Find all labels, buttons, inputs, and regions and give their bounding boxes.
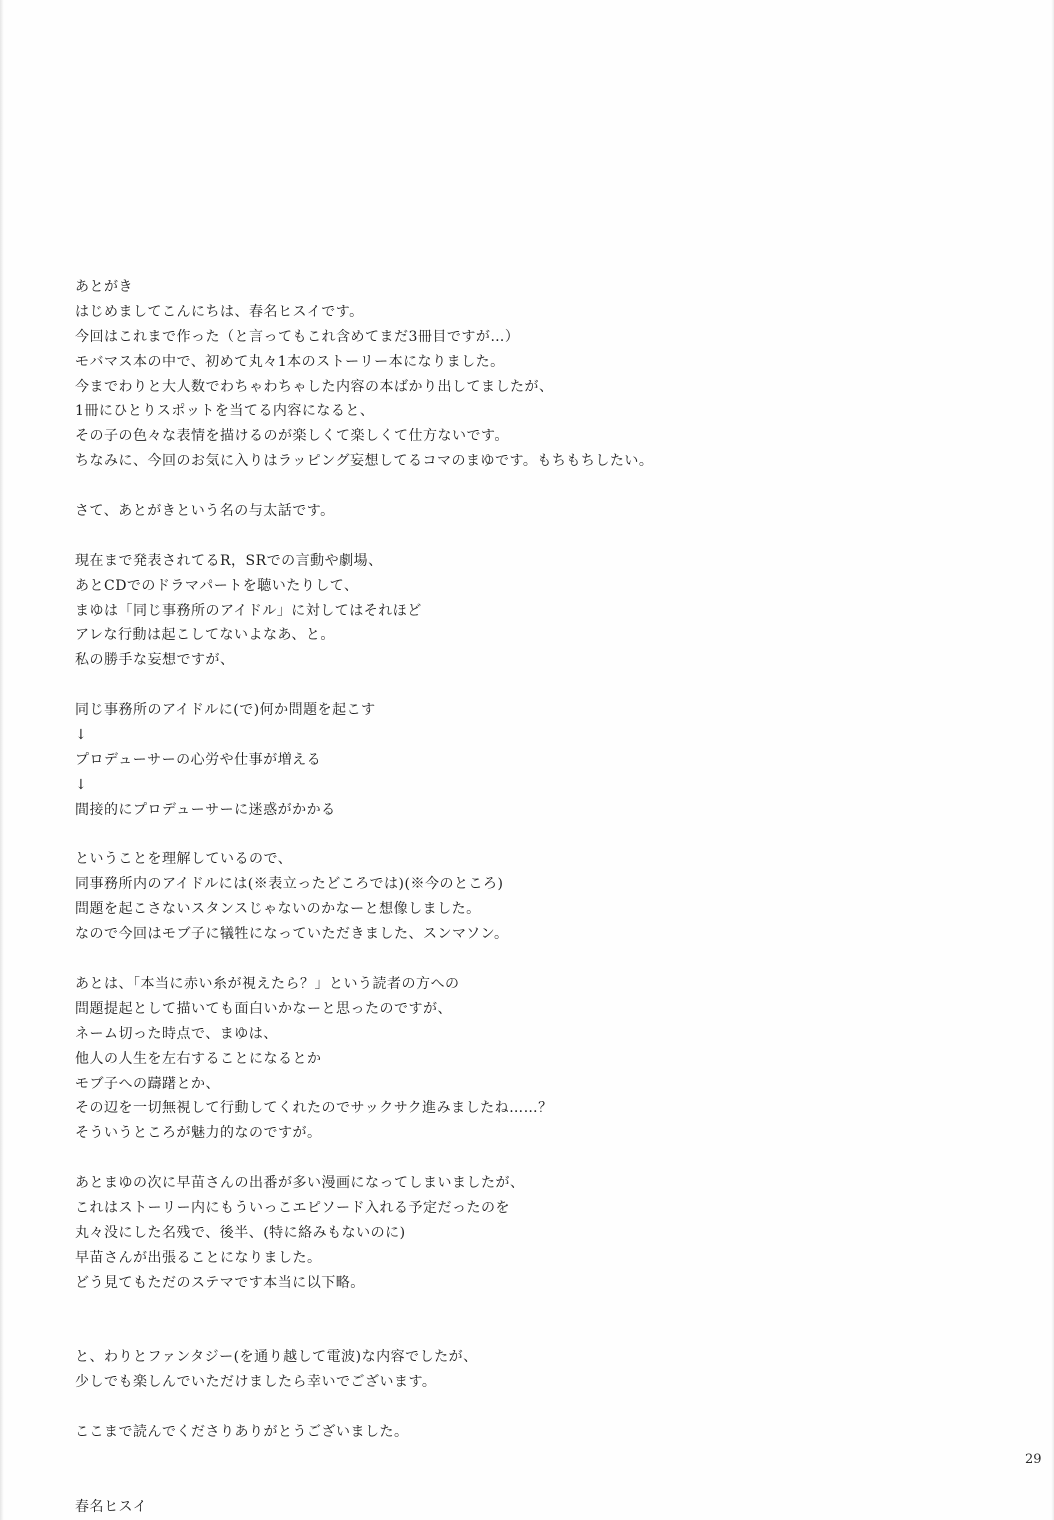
text-line: 今回はこれまで作った（と言ってもこれ含めてまだ3冊目ですが…）: [75, 328, 520, 345]
down-arrow: ↓: [75, 727, 88, 744]
text-line: ということを理解しているので、: [75, 851, 293, 868]
text-line: さて、あとがきという名の与太話です。: [75, 503, 335, 520]
paragraph-gap: [75, 1395, 975, 1420]
text-line: ここまで読んでくださりありがとうございました。: [75, 1423, 409, 1440]
text-line: 間接的にプロデューサーに迷惑がかかる: [75, 801, 336, 818]
text-line: ちなみに、今回のお気に入りはラッピング妄想してるコマのまゆです。もちもちしたい。: [75, 453, 654, 470]
text-line: これはストーリー内にもういっこエピソード入れる予定だったのを: [75, 1199, 510, 1216]
text-line: 今までわりと大人数でわちゃわちゃした内容の本ばかり出してましたが、: [75, 378, 554, 395]
text-line: 他人の人生を左右することになるとか: [75, 1050, 322, 1067]
text-line: あとまゆの次に早苗さんの出番が多い漫画になってしまいましたが、: [75, 1175, 525, 1192]
text-line: モバマス本の中で、初めて丸々1本のストーリー本になりました。: [75, 353, 505, 370]
paragraph-gap: [75, 673, 975, 698]
text-line: なので今回はモブ子に犠牲になっていただきました、スンマソン。: [75, 926, 509, 943]
text-line: 現在まで発表されてるR，SRでの言動や劇場、: [75, 552, 383, 569]
paragraph-gap: [75, 474, 975, 499]
paragraph-gap: [75, 1146, 975, 1171]
text-line: アレな行動は起こしてないよなあ、と。: [75, 627, 335, 644]
text-line: 私の勝手な妄想ですが、: [75, 652, 235, 669]
text-line: 早苗さんが出張ることになりました。: [75, 1249, 322, 1266]
text-line: 丸々没にした名残で、後半、(特に絡みもないのに): [75, 1224, 406, 1241]
text-line: プロデューサーの心労や仕事が増える: [75, 751, 322, 768]
paragraph-gap: [75, 1320, 975, 1345]
text-line: その辺を一切無視して行動してくれたのでサックサク進みましたね……？: [75, 1100, 553, 1117]
text-line: まゆは「同じ事務所のアイドル」に対してはそれほど: [75, 602, 422, 619]
paragraph-gap: [75, 1296, 975, 1321]
paragraph-gap: [75, 1470, 975, 1495]
text-line: あとCDでのドラマパートを聴いたりして、: [75, 577, 359, 594]
text-line: あとは、「本当に赤い糸が視えたら？」という読者の方への: [75, 975, 460, 992]
paragraph-gap: [75, 823, 975, 848]
paragraph-gap: [75, 947, 975, 972]
text-line: 少しでも楽しんでいただけましたら幸いでございます。: [75, 1374, 437, 1391]
page-number: 29: [1025, 1452, 1042, 1467]
text-line: はじめましてこんにちは、春名ヒスイです。: [75, 303, 364, 320]
text-line: どう見てもただのステマです本当に以下略。: [75, 1274, 365, 1291]
text-line: 1冊にひとりスポットを当てる内容になると、: [75, 403, 375, 420]
paragraph-gap: [75, 524, 975, 549]
text-line: ネーム切った時点で、まゆは、: [75, 1025, 278, 1042]
down-arrow: ↓: [75, 776, 88, 793]
text-line: モブ子への躊躇とか、: [75, 1075, 220, 1092]
author-signature: 春名ヒスイ: [75, 1498, 148, 1515]
afterword-text: [75, 275, 975, 1520]
scan-edge-left: [0, 0, 4, 1520]
text-line: そういうところが魅力的なのですが。: [75, 1125, 322, 1142]
paragraph-gap: [75, 1445, 975, 1470]
text-line: 問題提起として描いても面白いかなーと思ったのですが、: [75, 1000, 452, 1017]
text-line: 同事務所内のアイドルには(※表立ったどころでは)(※今のところ): [75, 876, 504, 893]
text-line: 問題を起こさないスタンスじゃないのかなーと想像しました。: [75, 901, 481, 918]
text-line: と、わりとファンタジー(を通り越して電波)な内容でしたが、: [75, 1349, 478, 1366]
afterword-title: あとがき: [75, 279, 133, 295]
text-line: 同じ事務所のアイドルに(で)何か問題を起こす: [75, 702, 376, 719]
text-line: その子の色々な表情を描けるのが楽しくて楽しくて仕方ないです。: [75, 428, 509, 445]
